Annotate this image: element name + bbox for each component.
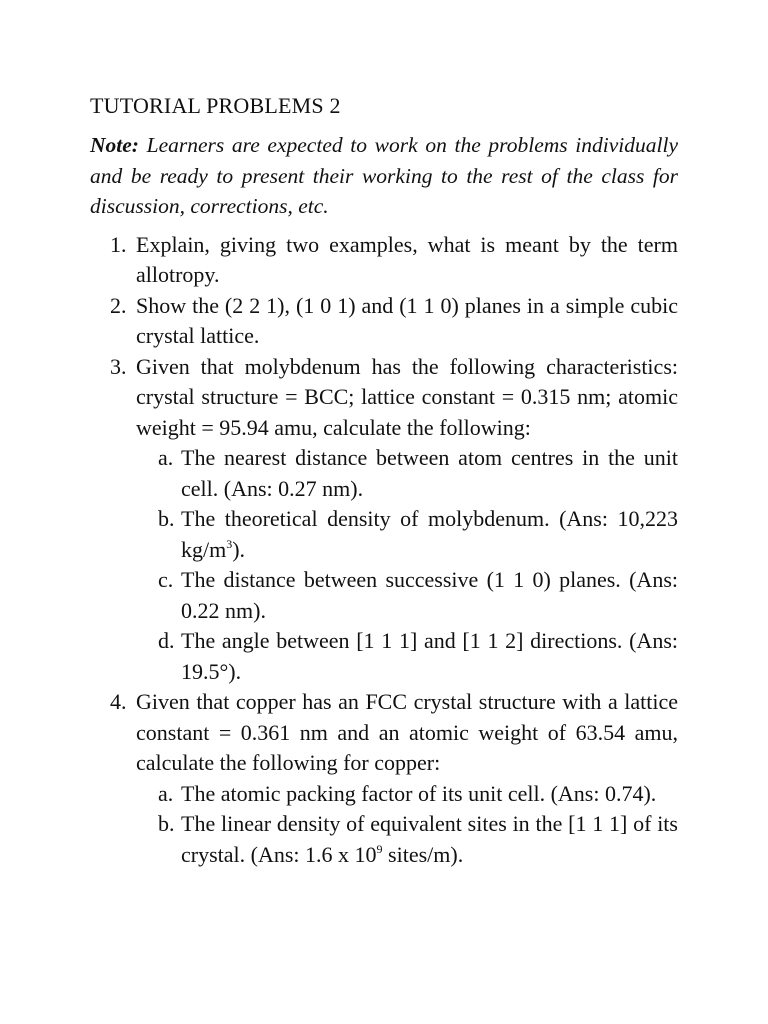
question-text: Given that molybdenum has the following characteristics: crystal structure = BCC; lattice constant = 0.315 nm; atomic weight = 95.94 amu, calculate the following:	[136, 353, 678, 440]
note-text: Learners are expected to work on the problems individually and be ready to present their working to the rest of the class for discussion, corrections, etc.	[90, 133, 678, 218]
sub-question-text-end: sites/m).	[382, 841, 464, 867]
sub-question-3c	[136, 565, 678, 626]
superscript: 9	[376, 841, 383, 856]
note-paragraph	[90, 130, 678, 222]
question-number: 1.	[110, 231, 127, 257]
sub-question-text: The distance between successive (1 1 0) planes. (Ans: 0.22 nm).	[181, 567, 678, 623]
question-list	[90, 230, 678, 871]
sub-question-text	[181, 506, 678, 562]
sub-question-letter: a.	[158, 780, 174, 806]
note-label: Note:	[90, 133, 139, 157]
sub-question-text	[181, 811, 678, 867]
sub-question-4a	[136, 779, 678, 810]
sub-question-list	[136, 779, 678, 871]
sub-question-letter: a.	[158, 445, 174, 470]
sub-question-letter: b.	[158, 506, 175, 531]
question-3	[90, 352, 678, 688]
sub-question-list	[136, 443, 678, 687]
question-text: Explain, giving two examples, what is meant by the term allotropy.	[136, 231, 678, 287]
question-number: 3.	[110, 353, 127, 379]
question-number: 4.	[110, 689, 127, 714]
sub-question-3d	[136, 626, 678, 687]
question-1	[90, 230, 678, 291]
question-text: Show the (2 2 1), (1 0 1) and (1 1 0) planes in a simple cubic crystal lattice.	[136, 292, 678, 348]
sub-question-text-main: The linear density of equivalent sites in the [1 1 1] of its crystal. (Ans: 1.6 x 10	[181, 811, 678, 867]
document-page	[90, 88, 678, 870]
page-title: TUTORIAL PROBLEMS 2	[90, 93, 341, 118]
sub-question-3a	[136, 443, 678, 504]
sub-question-letter: b.	[158, 811, 175, 836]
superscript: 3	[226, 536, 233, 551]
sub-question-text-end: ).	[232, 536, 246, 562]
sub-question-text-main: The theoretical density of molybdenum. (Ans: 10,223 kg/m	[181, 506, 678, 562]
sub-question-text: The atomic packing factor of its unit cell. (Ans: 0.74).	[181, 780, 657, 806]
question-2	[90, 291, 678, 352]
question-text: Given that copper has an FCC crystal structure with a lattice constant = 0.361 nm and an atomic weight of 63.54 amu, calculate the following for copper:	[136, 689, 678, 775]
sub-question-4b	[136, 809, 678, 870]
sub-question-text: The angle between [1 1 1] and [1 1 2] directions. (Ans: 19.5°).	[181, 628, 678, 684]
sub-question-letter: d.	[158, 628, 175, 653]
sub-question-letter: c.	[158, 567, 174, 592]
question-4	[90, 687, 678, 870]
question-number: 2.	[110, 292, 127, 318]
sub-question-text: The nearest distance between atom centres in the unit cell. (Ans: 0.27 nm).	[181, 445, 678, 501]
sub-question-3b	[136, 504, 678, 565]
